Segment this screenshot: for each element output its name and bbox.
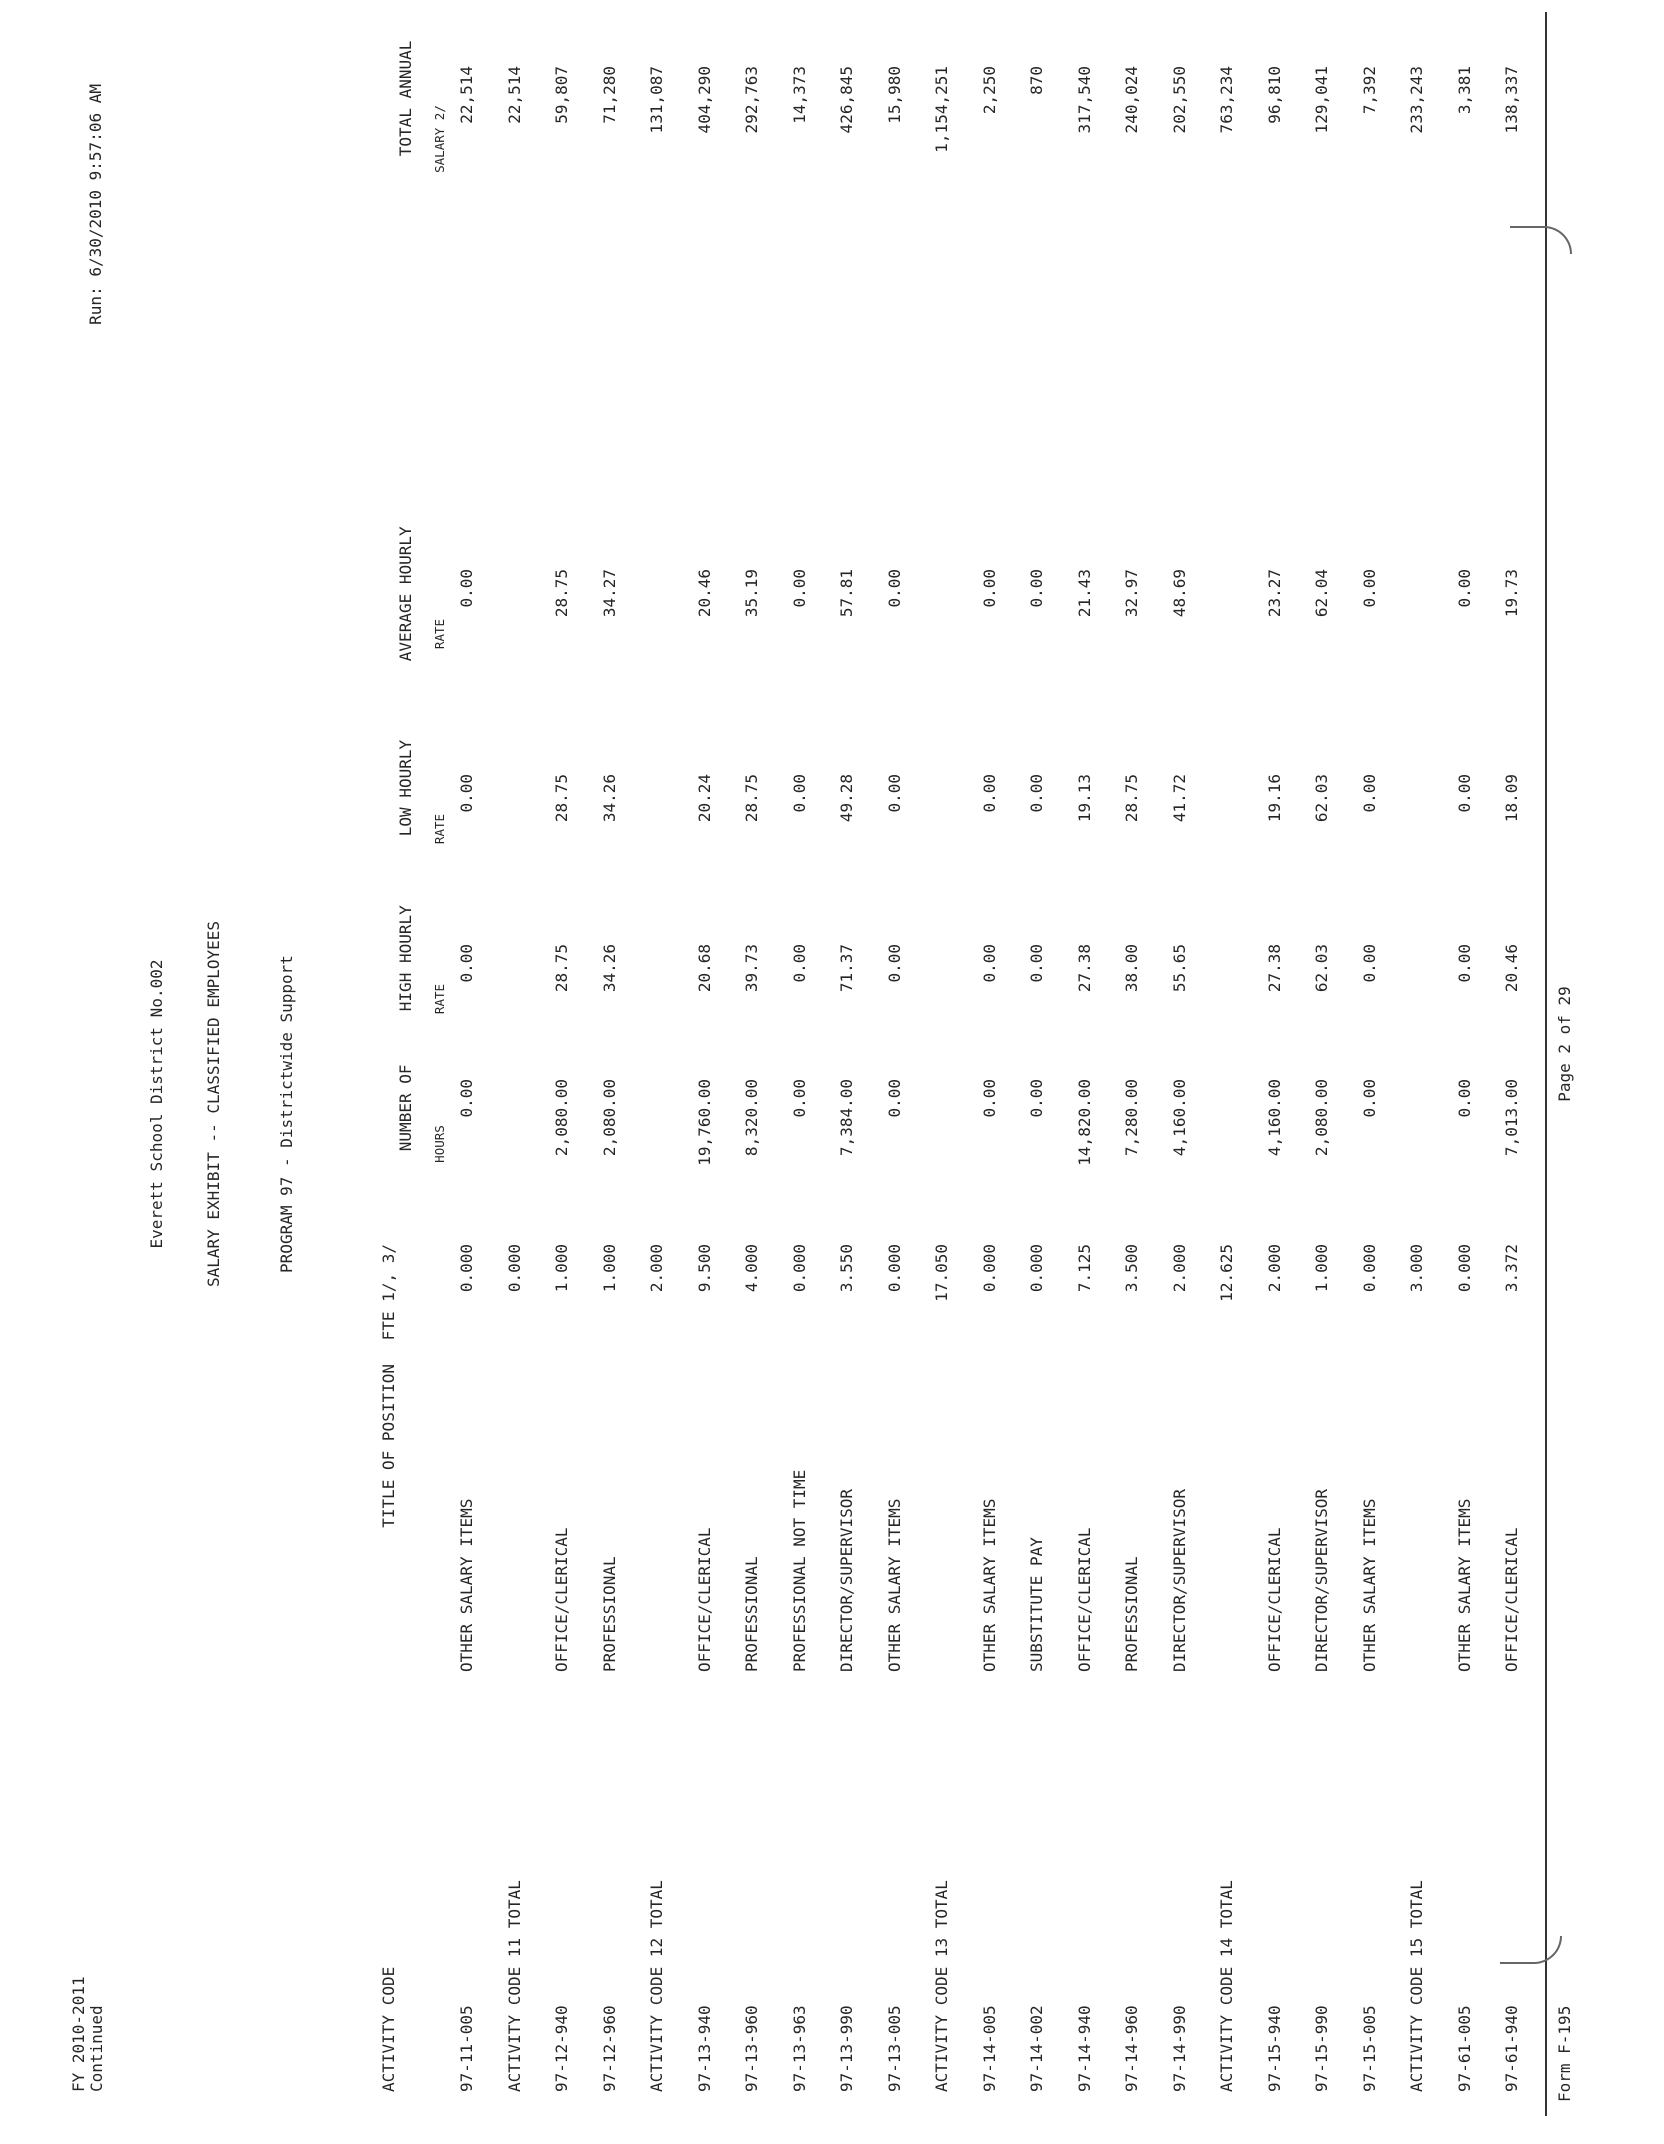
table-row-title-cell: PROFESSIONAL NOT TIME	[790, 1469, 809, 1672]
table-row-total-cell: 3,381	[1455, 66, 1474, 115]
col-title-of-position: TITLE OF POSITION	[379, 1364, 398, 1528]
table-row-avg-cell: 0.00	[1455, 569, 1474, 608]
table-row-low-cell: 0.00	[980, 774, 999, 813]
table-row-avg-cell: 48.69	[1170, 569, 1189, 618]
col-low-hourly-rate-label: LOW HOURLY	[396, 739, 415, 837]
table-row-hours-cell: 19,760.00	[695, 1079, 714, 1166]
table-row-title-cell: OFFICE/CLERICAL	[1265, 1527, 1284, 1672]
table-row-title-cell: OTHER SALARY ITEMS	[885, 1498, 904, 1672]
table-row-hours-cell: 0.00	[1027, 1079, 1046, 1118]
table-row-total-cell: 317,540	[1075, 66, 1094, 134]
col-total-annual-salary-sub: SALARY 2/	[432, 105, 447, 173]
total-row-code-cell: ACTIVITY CODE 14 TOTAL	[1217, 1880, 1236, 2092]
col-average-hourly-rate-sub: RATE	[432, 618, 447, 650]
table-row-total-cell: 426,845	[837, 66, 856, 134]
table-row-low-cell: 28.75	[552, 774, 571, 823]
table-row-fte-cell: 0.000	[980, 1244, 999, 1293]
table-row-high-cell: 0.00	[1027, 944, 1046, 983]
table-row-avg-cell: 34.27	[600, 569, 619, 618]
table-row-avg-cell: 19.73	[1502, 569, 1521, 618]
table-row-fte-cell: 4.000	[742, 1244, 761, 1293]
table-row-hours-cell: 0.00	[885, 1079, 904, 1118]
table-row-hours-cell: 0.00	[1455, 1079, 1474, 1118]
col-average-hourly-rate-label: AVERAGE HOURLY	[396, 526, 415, 662]
scan-mark-right	[1510, 226, 1572, 254]
table-row-low-cell: 18.09	[1502, 774, 1521, 823]
table-row-code-cell: 97-12-960	[600, 2005, 619, 2092]
table-row-code-cell: 97-14-990	[1170, 2005, 1189, 2092]
table-row-fte-cell: 3.550	[837, 1244, 856, 1293]
table-row-code-cell: 97-15-005	[1360, 2005, 1379, 2092]
table-row-total-cell: 404,290	[695, 66, 714, 134]
table-row-hours-cell: 14,820.00	[1075, 1079, 1094, 1166]
table-row-avg-cell: 0.00	[1360, 569, 1379, 608]
table-row-code-cell: 97-14-960	[1122, 2005, 1141, 2092]
total-row-total-cell: 763,234	[1217, 66, 1236, 134]
table-row-low-cell: 0.00	[1027, 774, 1046, 813]
table-row-avg-cell: 57.81	[837, 569, 856, 618]
table-row-total-cell: 7,392	[1360, 66, 1379, 115]
col-low-hourly-rate-sub: RATE	[432, 813, 447, 845]
table-row-low-cell: 62.03	[1312, 774, 1331, 823]
total-row-total-cell: 22,514	[505, 66, 524, 124]
table-row-high-cell: 0.00	[1455, 944, 1474, 983]
col-total-annual-salary-label: TOTAL ANNUAL	[396, 40, 415, 157]
table-row-hours-cell: 4,160.00	[1170, 1079, 1189, 1157]
table-row-avg-cell: 21.43	[1075, 569, 1094, 618]
table-row-avg-cell: 35.19	[742, 569, 761, 618]
table-row-avg-cell: 0.00	[885, 569, 904, 608]
table-row-hours-cell: 2,080.00	[552, 1079, 571, 1157]
table-row-code-cell: 97-14-005	[980, 2005, 999, 2092]
table-row-code-cell: 97-12-940	[552, 2005, 571, 2092]
total-row-fte-cell: 12.625	[1217, 1244, 1236, 1302]
table-row-total-cell: 870	[1027, 66, 1046, 95]
total-row-fte-cell: 2.000	[647, 1244, 666, 1293]
table-row-fte-cell: 0.000	[457, 1244, 476, 1293]
table-row-high-cell: 0.00	[980, 944, 999, 983]
table-row-fte-cell: 0.000	[885, 1244, 904, 1293]
table-row-low-cell: 0.00	[457, 774, 476, 813]
table-row-low-cell: 0.00	[1455, 774, 1474, 813]
table-row-fte-cell: 0.000	[1455, 1244, 1474, 1293]
footer-rule	[1545, 12, 1547, 2116]
table-row-low-cell: 0.00	[790, 774, 809, 813]
table-row-high-cell: 34.26	[600, 944, 619, 993]
table-row-fte-cell: 3.372	[1502, 1244, 1521, 1293]
col-number-of-hours-sub: HOURS	[432, 1125, 447, 1163]
total-row-total-cell: 233,243	[1407, 66, 1426, 134]
table-row-total-cell: 22,514	[457, 66, 476, 124]
table-row-avg-cell: 20.46	[695, 569, 714, 618]
total-row-code-cell: ACTIVITY CODE 11 TOTAL	[505, 1880, 524, 2092]
table-row-high-cell: 55.65	[1170, 944, 1189, 993]
table-row-total-cell: 292,763	[742, 66, 761, 134]
table-row-hours-cell: 4,160.00	[1265, 1079, 1284, 1157]
table-row-total-cell: 202,550	[1170, 66, 1189, 134]
table-row-avg-cell: 32.97	[1122, 569, 1141, 618]
table-row-low-cell: 28.75	[742, 774, 761, 823]
table-row-hours-cell: 2,080.00	[600, 1079, 619, 1157]
table-row-low-cell: 0.00	[1360, 774, 1379, 813]
table-row-code-cell: 97-61-005	[1455, 2005, 1474, 2092]
table-row-high-cell: 20.46	[1502, 944, 1521, 993]
table-row-avg-cell: 62.04	[1312, 569, 1331, 618]
table-row-title-cell: DIRECTOR/SUPERVISOR	[1170, 1488, 1189, 1672]
continued-label: Continued	[87, 2005, 106, 2092]
table-row-fte-cell: 9.500	[695, 1244, 714, 1293]
total-row-fte-cell: 0.000	[505, 1244, 524, 1293]
total-row-fte-cell: 17.050	[932, 1244, 951, 1302]
table-row-fte-cell: 2.000	[1265, 1244, 1284, 1293]
table-row-high-cell: 20.68	[695, 944, 714, 993]
table-row-total-cell: 2,250	[980, 66, 999, 115]
table-row-fte-cell: 1.000	[600, 1244, 619, 1293]
table-row-low-cell: 49.28	[837, 774, 856, 823]
total-row-total-cell: 1,154,251	[932, 66, 951, 153]
col-activity-code: ACTIVITY CODE	[379, 1966, 398, 2092]
col-high-hourly-rate-sub: RATE	[432, 983, 447, 1015]
table-row-code-cell: 97-13-960	[742, 2005, 761, 2092]
table-row-fte-cell: 7.125	[1075, 1244, 1094, 1293]
table-row-avg-cell: 0.00	[790, 569, 809, 608]
table-row-high-cell: 28.75	[552, 944, 571, 993]
table-row-title-cell: PROFESSIONAL	[1122, 1556, 1141, 1672]
table-row-title-cell: OTHER SALARY ITEMS	[980, 1498, 999, 1672]
table-row-title-cell: OFFICE/CLERICAL	[552, 1527, 571, 1672]
table-row-title-cell: OFFICE/CLERICAL	[1502, 1527, 1521, 1672]
table-row-code-cell: 97-13-005	[885, 2005, 904, 2092]
table-row-hours-cell: 0.00	[457, 1079, 476, 1118]
table-row-hours-cell: 0.00	[1360, 1079, 1379, 1118]
page-number: Page 2 of 29	[1555, 986, 1574, 1102]
col-fte: FTE 1/, 3/	[379, 1244, 398, 1341]
table-row-avg-cell: 0.00	[457, 569, 476, 608]
table-row-fte-cell: 0.000	[1027, 1244, 1046, 1293]
table-row-code-cell: 97-61-940	[1502, 2005, 1521, 2092]
table-row-high-cell: 0.00	[790, 944, 809, 983]
total-row-fte-cell: 3.000	[1407, 1244, 1426, 1293]
col-high-hourly-rate-label: HIGH HOURLY	[396, 905, 415, 1012]
table-row-low-cell: 19.13	[1075, 774, 1094, 823]
total-row-code-cell: ACTIVITY CODE 15 TOTAL	[1407, 1880, 1426, 2092]
table-row-fte-cell: 1.000	[1312, 1244, 1331, 1293]
table-row-title-cell: OFFICE/CLERICAL	[1075, 1527, 1094, 1672]
table-row-code-cell: 97-11-005	[457, 2005, 476, 2092]
table-row-total-cell: 138,337	[1502, 66, 1521, 134]
table-row-hours-cell: 7,280.00	[1122, 1079, 1141, 1157]
table-row-code-cell: 97-13-940	[695, 2005, 714, 2092]
table-row-code-cell: 97-13-990	[837, 2005, 856, 2092]
table-row-high-cell: 27.38	[1265, 944, 1284, 993]
table-row-total-cell: 96,810	[1265, 66, 1284, 124]
table-row-low-cell: 34.26	[600, 774, 619, 823]
table-row-title-cell: OFFICE/CLERICAL	[695, 1527, 714, 1672]
table-row-low-cell: 41.72	[1170, 774, 1189, 823]
table-row-high-cell: 27.38	[1075, 944, 1094, 993]
table-row-title-cell: PROFESSIONAL	[742, 1556, 761, 1672]
table-row-hours-cell: 8,320.00	[742, 1079, 761, 1157]
table-row-high-cell: 0.00	[457, 944, 476, 983]
table-row-hours-cell: 0.00	[790, 1079, 809, 1118]
table-row-avg-cell: 23.27	[1265, 569, 1284, 618]
table-row-fte-cell: 3.500	[1122, 1244, 1141, 1293]
fiscal-year: FY 2010-2011	[69, 1976, 88, 2092]
table-row-code-cell: 97-15-940	[1265, 2005, 1284, 2092]
table-row-fte-cell: 2.000	[1170, 1244, 1189, 1293]
table-row-hours-cell: 7,384.00	[837, 1079, 856, 1157]
table-row-total-cell: 15,980	[885, 66, 904, 124]
table-row-code-cell: 97-13-963	[790, 2005, 809, 2092]
table-row-low-cell: 28.75	[1122, 774, 1141, 823]
table-row-title-cell: OTHER SALARY ITEMS	[457, 1498, 476, 1672]
table-row-avg-cell: 0.00	[1027, 569, 1046, 608]
table-row-title-cell: DIRECTOR/SUPERVISOR	[1312, 1488, 1331, 1672]
total-row-total-cell: 131,087	[647, 66, 666, 134]
table-row-high-cell: 0.00	[885, 944, 904, 983]
program-title: PROGRAM 97 - Districtwide Support	[277, 955, 296, 1273]
table-row-low-cell: 19.16	[1265, 774, 1284, 823]
table-row-high-cell: 71.37	[837, 944, 856, 993]
table-row-hours-cell: 7,013.00	[1502, 1079, 1521, 1157]
table-row-avg-cell: 0.00	[980, 569, 999, 608]
run-timestamp: Run: 6/30/2010 9:57:06 AM	[86, 84, 105, 325]
table-row-fte-cell: 0.000	[790, 1244, 809, 1293]
col-number-of-hours-label: NUMBER OF	[396, 1064, 415, 1152]
table-row-avg-cell: 28.75	[552, 569, 571, 618]
table-row-hours-cell: 2,080.00	[1312, 1079, 1331, 1157]
table-row-title-cell: OTHER SALARY ITEMS	[1360, 1498, 1379, 1672]
total-row-code-cell: ACTIVITY CODE 12 TOTAL	[647, 1880, 666, 2092]
table-row-low-cell: 0.00	[885, 774, 904, 813]
table-row-code-cell: 97-14-940	[1075, 2005, 1094, 2092]
total-row-code-cell: ACTIVITY CODE 13 TOTAL	[932, 1880, 951, 2092]
table-row-fte-cell: 0.000	[1360, 1244, 1379, 1293]
table-row-title-cell: PROFESSIONAL	[600, 1556, 619, 1672]
form-number: Form F-195	[1555, 2005, 1574, 2102]
table-row-total-cell: 71,280	[600, 66, 619, 124]
district-name: Everett School District No.002	[147, 959, 166, 1249]
table-row-code-cell: 97-15-990	[1312, 2005, 1331, 2092]
table-row-title-cell: SUBSTITUTE PAY	[1027, 1537, 1046, 1672]
table-row-total-cell: 14,373	[790, 66, 809, 124]
scan-mark-left	[1500, 1936, 1562, 1964]
table-row-title-cell: DIRECTOR/SUPERVISOR	[837, 1488, 856, 1672]
table-row-hours-cell: 0.00	[980, 1079, 999, 1118]
table-row-high-cell: 38.00	[1122, 944, 1141, 993]
table-row-high-cell: 62.03	[1312, 944, 1331, 993]
table-row-low-cell: 20.24	[695, 774, 714, 823]
table-row-total-cell: 129,041	[1312, 66, 1331, 134]
table-row-total-cell: 240,024	[1122, 66, 1141, 134]
table-row-title-cell: OTHER SALARY ITEMS	[1455, 1498, 1474, 1672]
table-row-code-cell: 97-14-002	[1027, 2005, 1046, 2092]
table-row-fte-cell: 1.000	[552, 1244, 571, 1293]
table-row-high-cell: 0.00	[1360, 944, 1379, 983]
exhibit-title: SALARY EXHIBIT -- CLASSIFIED EMPLOYEES	[204, 920, 223, 1288]
table-row-high-cell: 39.73	[742, 944, 761, 993]
table-row-total-cell: 59,807	[552, 66, 571, 124]
